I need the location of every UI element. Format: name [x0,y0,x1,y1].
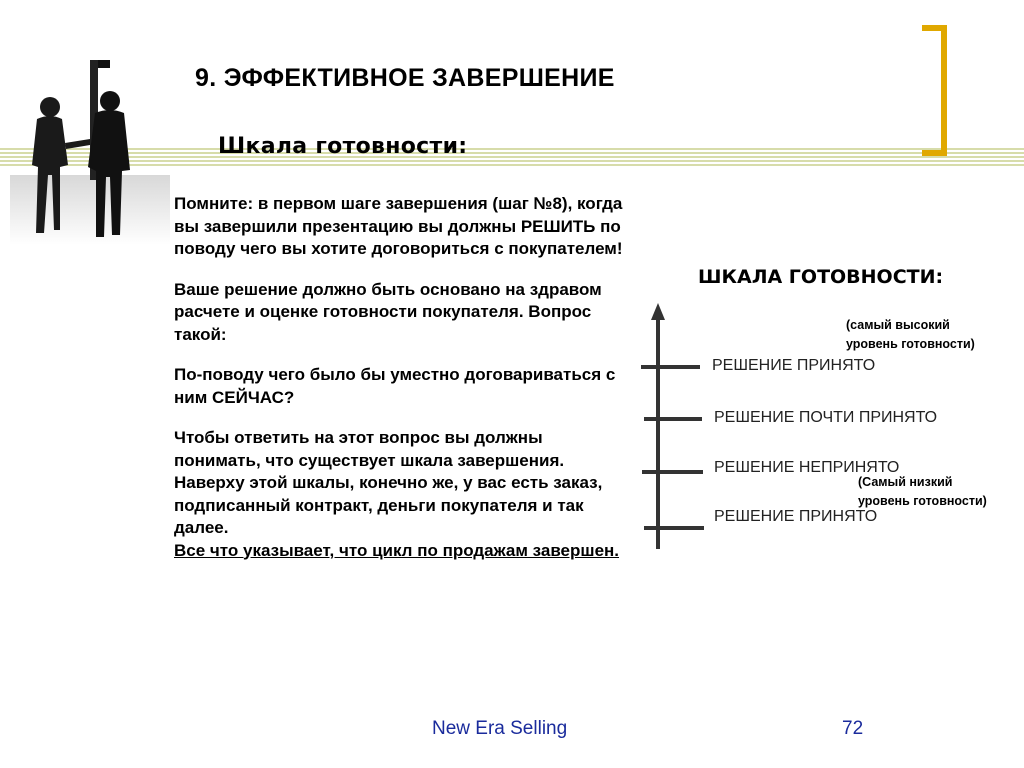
page-number: 72 [842,718,864,739]
scale-level-4-label: РЕШЕНИЕ ПРИНЯТО [714,508,878,525]
scale-note-top-line1: (самый высокий [846,318,950,332]
scale-title: ШКАЛА ГОТОВНОСТИ: [698,266,944,288]
scale-note-bottom [858,473,987,511]
scale-note-bottom-line1: (Самый низкий [858,475,953,489]
body-text [174,193,624,562]
scale-level-3-label: РЕШЕНИЕ НЕПРИНЯТО [714,459,900,476]
scale-arrow-head-icon [651,303,665,320]
scale-note-top-line2: уровень готовности) [846,337,975,351]
footer-title: New Era Selling [432,718,568,739]
paragraph-2: Ваше решение должно быть основано на здравом расчете и оценке готовности покупателя. Вопрос такой: [174,279,602,344]
paragraph-1: Помните: в первом шаге завершения (шаг №8), когда вы завершили презентацию вы должны РЕШИТЬ по поводу чего вы хотите договориться с покупателем! [174,194,623,258]
gold-bracket-decoration [920,25,950,157]
slide-title: 9. ЭФФЕКТИВНОЕ ЗАВЕРШЕНИЕ [195,64,615,92]
business-people-silhouette-image [10,55,170,245]
paragraph-4: Чтобы ответить на этот вопрос вы должны понимать, что существует шкала завершения. Наверху этой шкалы, конечно же, у вас есть заказ, подписанный контракт, деньги покупателя и так далее. [174,428,603,537]
slide-subtitle: Шкала готовности: [218,134,468,159]
scale-level-2-label: РЕШЕНИЕ ПОЧТИ ПРИНЯТО [714,409,938,426]
scale-note-bottom-line2: уровень готовности) [858,494,987,508]
paragraph-3: По-поводу чего было бы уместно договариваться с ним СЕЙЧАС? [174,365,616,407]
scale-level-1-label: РЕШЕНИЕ ПРИНЯТО [712,357,876,374]
paragraph-4-underlined: Все что указывает, что цикл по продажам завершен. [174,540,620,560]
scale-note-top [846,316,975,354]
